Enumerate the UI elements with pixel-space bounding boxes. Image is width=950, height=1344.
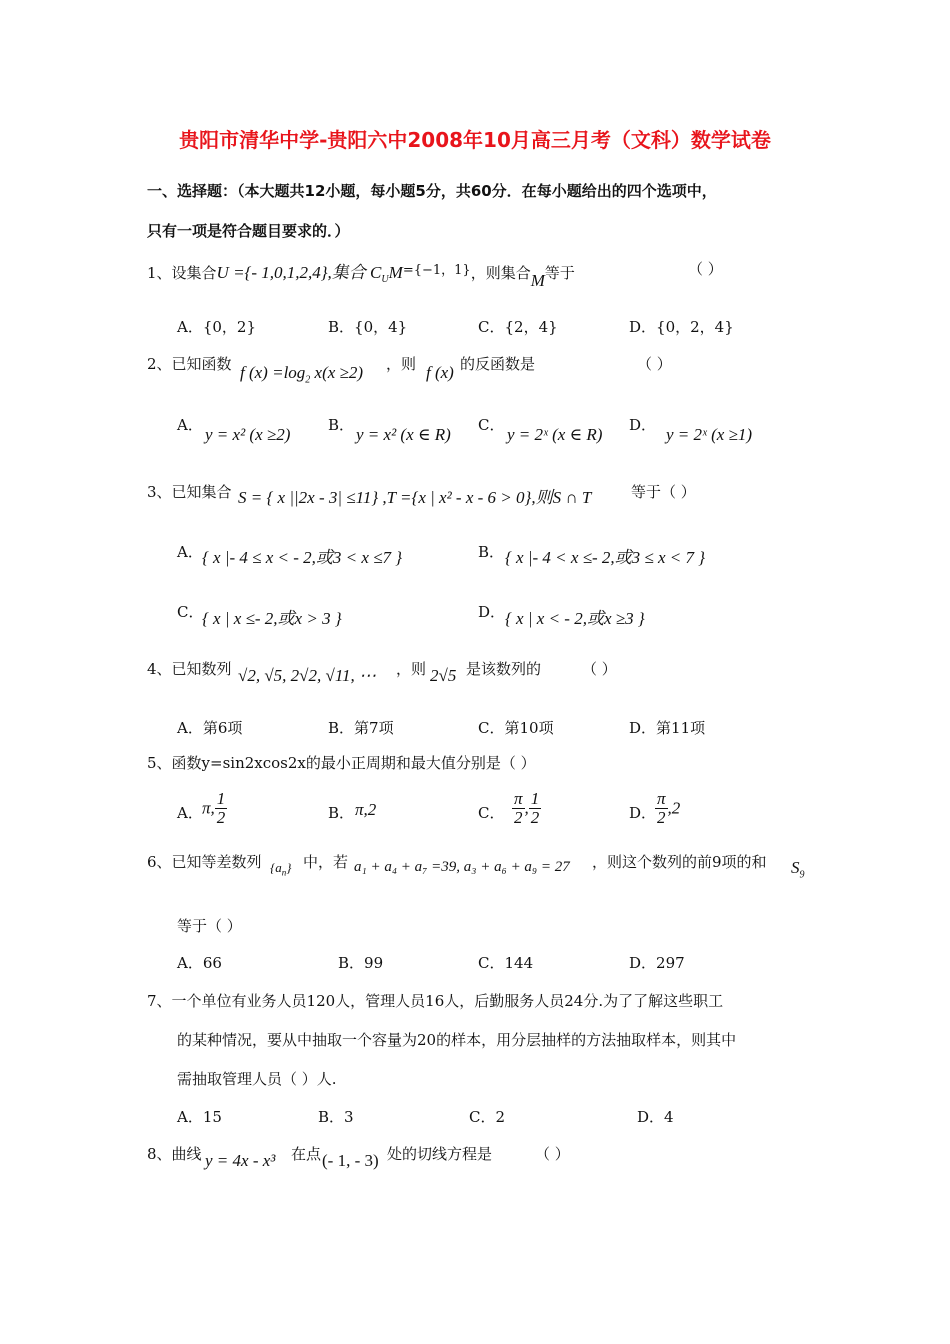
q7-line-1: 7、一个单位有业务人员120人，管理人员16人，后勤服务人员24分.为了了解这些职工 <box>147 992 724 1010</box>
q2-option-a-label: A． <box>177 416 203 434</box>
q5-c-pi: π <box>514 789 523 808</box>
q5-a-denominator: 2 <box>216 807 226 827</box>
question-1-stem <box>147 258 575 291</box>
q5-d-comma: , <box>667 798 672 818</box>
section-instructions-line-2: 只有一项是符合题目要求的．） <box>147 222 350 240</box>
q2-option-d-label: D． <box>629 416 657 434</box>
q5-c-fraction-half <box>529 790 542 827</box>
q4-formula-b: 2√5 <box>430 666 457 685</box>
q4-option-a: A．第6项 <box>177 719 243 737</box>
q5-b-pi: π <box>355 800 364 819</box>
q1-formula-a: U ={- 1,0,1,2,4},集合 C <box>216 263 382 282</box>
q1-answer-paren: （ ） <box>688 260 723 278</box>
q3-option-a-formula: { x |- 4 ≤ x < - 2,或3 < x ≤7 } <box>202 548 403 567</box>
q7-option-b: B．3 <box>318 1108 354 1126</box>
q5-d-two: 2 <box>671 798 681 818</box>
q6-option-c: C．144 <box>478 954 534 972</box>
q2-option-d-formula: y = 2ˣ (x ≥1) <box>666 425 753 444</box>
q7-option-d: D．4 <box>637 1108 674 1126</box>
q2-option-c-formula: y = 2ˣ (x ∈ R) <box>507 425 603 444</box>
q1-formula-c: ={−1，1} <box>402 263 471 278</box>
q4-text-a: 4、已知数列 <box>147 660 232 678</box>
q5-d-pi: π <box>657 789 666 808</box>
q8-text-c: 处的切线方程是 <box>387 1145 493 1163</box>
q4-formula-a: √2, √5, 2√2, √11, ⋯ <box>238 666 377 685</box>
q5-c-two: 2 <box>530 807 540 827</box>
q6-text-b: 中，若 <box>303 853 349 871</box>
q6-sum-symbol: S <box>791 858 800 877</box>
q3-option-c-label: C． <box>177 603 204 621</box>
q6-option-b: B．99 <box>338 954 384 972</box>
q5-a-fraction <box>215 790 228 827</box>
q2-option-a-formula: y = x² (x ≥2) <box>205 425 291 444</box>
q5-option-b-label: B． <box>328 804 355 822</box>
q5-b-two: 2 <box>367 800 377 819</box>
q2-formula-sub: 2 <box>305 374 311 386</box>
q5-option-a-value <box>202 790 227 827</box>
question-2-stem <box>147 353 232 374</box>
q3-option-b-label: B． <box>478 543 505 561</box>
q6-seq-sub: n <box>281 867 287 878</box>
exam-title: 贵阳市清华中学-贵阳六中2008年10月高三月考（文科）数学试卷 <box>179 128 771 152</box>
q4-text-c: 是该数列的 <box>466 660 542 678</box>
q5-option-b-value <box>355 800 376 820</box>
q1-option-d: D．{0，2，4} <box>629 318 734 336</box>
q6-text-a: 6、已知等差数列 <box>147 853 262 871</box>
q2-option-b-label: B． <box>328 416 355 434</box>
q3-formula: S = { x ||2x - 3| ≤11} ,T ={x | x² - x - 6 > 0},则S ∩ T <box>238 488 592 507</box>
q6-seq-close: } <box>286 860 292 875</box>
q2-text-c: 的反函数是 <box>460 355 536 373</box>
q1-text-a: 1、设集合 <box>147 264 217 282</box>
q1-option-b: B．{0，4} <box>328 318 408 336</box>
q8-text-b: 在点 <box>291 1145 322 1163</box>
q2-option-c-label: C． <box>478 416 505 434</box>
q8-formula-b: (- 1, - 3) <box>322 1151 379 1170</box>
q3-option-c-formula: { x | x ≤- 2,或x > 3 } <box>202 609 342 628</box>
q5-stem: 5、函数y=sin2xcos2x的最小正周期和最大值分别是（ ） <box>147 754 536 772</box>
q6-option-d: D．297 <box>629 954 685 972</box>
q5-option-a-label: A． <box>177 804 203 822</box>
q6-text-c: ，则这个数列的前9项的和 <box>592 853 767 871</box>
q3-option-b-formula: { x |- 4 < x ≤- 2,或3 ≤ x < 7 } <box>505 548 706 567</box>
q6-formula-c <box>791 858 805 880</box>
q1-text-c: 等于 <box>544 264 575 282</box>
q5-c-fraction-pi <box>512 790 525 827</box>
q4-answer-paren: （ ） <box>582 660 617 678</box>
q5-c-one: 1 <box>530 789 540 808</box>
q5-option-c-value <box>512 790 541 827</box>
q3-option-d-label: D． <box>478 603 506 621</box>
q2-text-a: 2、已知函数 <box>147 355 232 373</box>
q2-option-b-formula: y = x² (x ∈ R) <box>356 425 451 444</box>
q8-formula-a: y = 4x - x³ <box>205 1151 276 1170</box>
q5-c-den: 2 <box>514 807 523 827</box>
q6-option-a: A．66 <box>177 954 222 972</box>
q5-d-fraction-pi <box>655 790 668 827</box>
q5-b-comma: , <box>363 800 368 819</box>
q1-formula-b: M <box>388 263 403 282</box>
q4-option-c: C．第10项 <box>478 719 554 737</box>
q5-c-comma: , <box>524 798 529 818</box>
q5-option-d-value <box>655 790 680 827</box>
q1-option-c: C．{2，4} <box>478 318 558 336</box>
q3-text-a: 3、已知集合 <box>147 483 232 501</box>
section-instructions-line-1: 一、选择题：（本大题共12小题，每小题5分，共60分．在每小题给出的四个选项中， <box>147 182 717 200</box>
q6-seq-open: {a <box>270 860 282 875</box>
q5-d-den: 2 <box>657 807 666 827</box>
q4-option-d: D．第11项 <box>629 719 706 737</box>
q8-text-a: 8、曲线 <box>147 1145 202 1163</box>
q5-a-comma: , <box>210 798 215 818</box>
q3-option-a-label: A． <box>177 543 203 561</box>
q1-formula-sub: U <box>381 274 389 285</box>
q5-option-d-label: D． <box>629 804 657 822</box>
q5-option-c-label: C． <box>478 804 505 822</box>
q2-text-b: ，则 <box>386 355 417 373</box>
q7-line-3: 需抽取管理人员（ ）人. <box>177 1070 337 1088</box>
q5-a-pi: π <box>202 798 211 818</box>
q6-sum-sub: 9 <box>799 869 805 881</box>
q4-text-b: ，则 <box>396 660 427 678</box>
q7-option-c: C．2 <box>469 1108 506 1126</box>
q7-option-a: A．15 <box>177 1108 222 1126</box>
q2-formula-tail: x(x ≥2) <box>310 363 364 382</box>
q4-option-b: B．第7项 <box>328 719 394 737</box>
q6-text-d: 等于（ ） <box>177 917 242 935</box>
q3-text-b: 等于（ ） <box>631 483 696 501</box>
q1-text-b: ，则集合 <box>470 264 531 282</box>
q3-option-d-formula: { x | x < - 2,或x ≥3 } <box>505 609 645 628</box>
q1-formula-d: M <box>530 271 545 290</box>
q2-formula-main: f (x) =log <box>240 363 306 382</box>
q2-formula-c: f (x) <box>426 363 454 382</box>
q6-formula-a <box>270 860 291 878</box>
q8-answer-paren: （ ） <box>535 1145 570 1163</box>
q6-formula-b: a₁ + a₄ + a₇ =39, a₃ + a₆ + a₉ = 27 <box>354 859 570 875</box>
q1-option-a: A．{0，2} <box>177 318 257 336</box>
q5-a-numerator: 1 <box>216 789 226 808</box>
q2-formula-a <box>240 363 363 385</box>
q2-answer-paren: （ ） <box>637 355 672 373</box>
q7-line-2: 的某种情况，要从中抽取一个容量为20的样本，用分层抽样的方法抽取样本，则其中 <box>177 1031 737 1049</box>
